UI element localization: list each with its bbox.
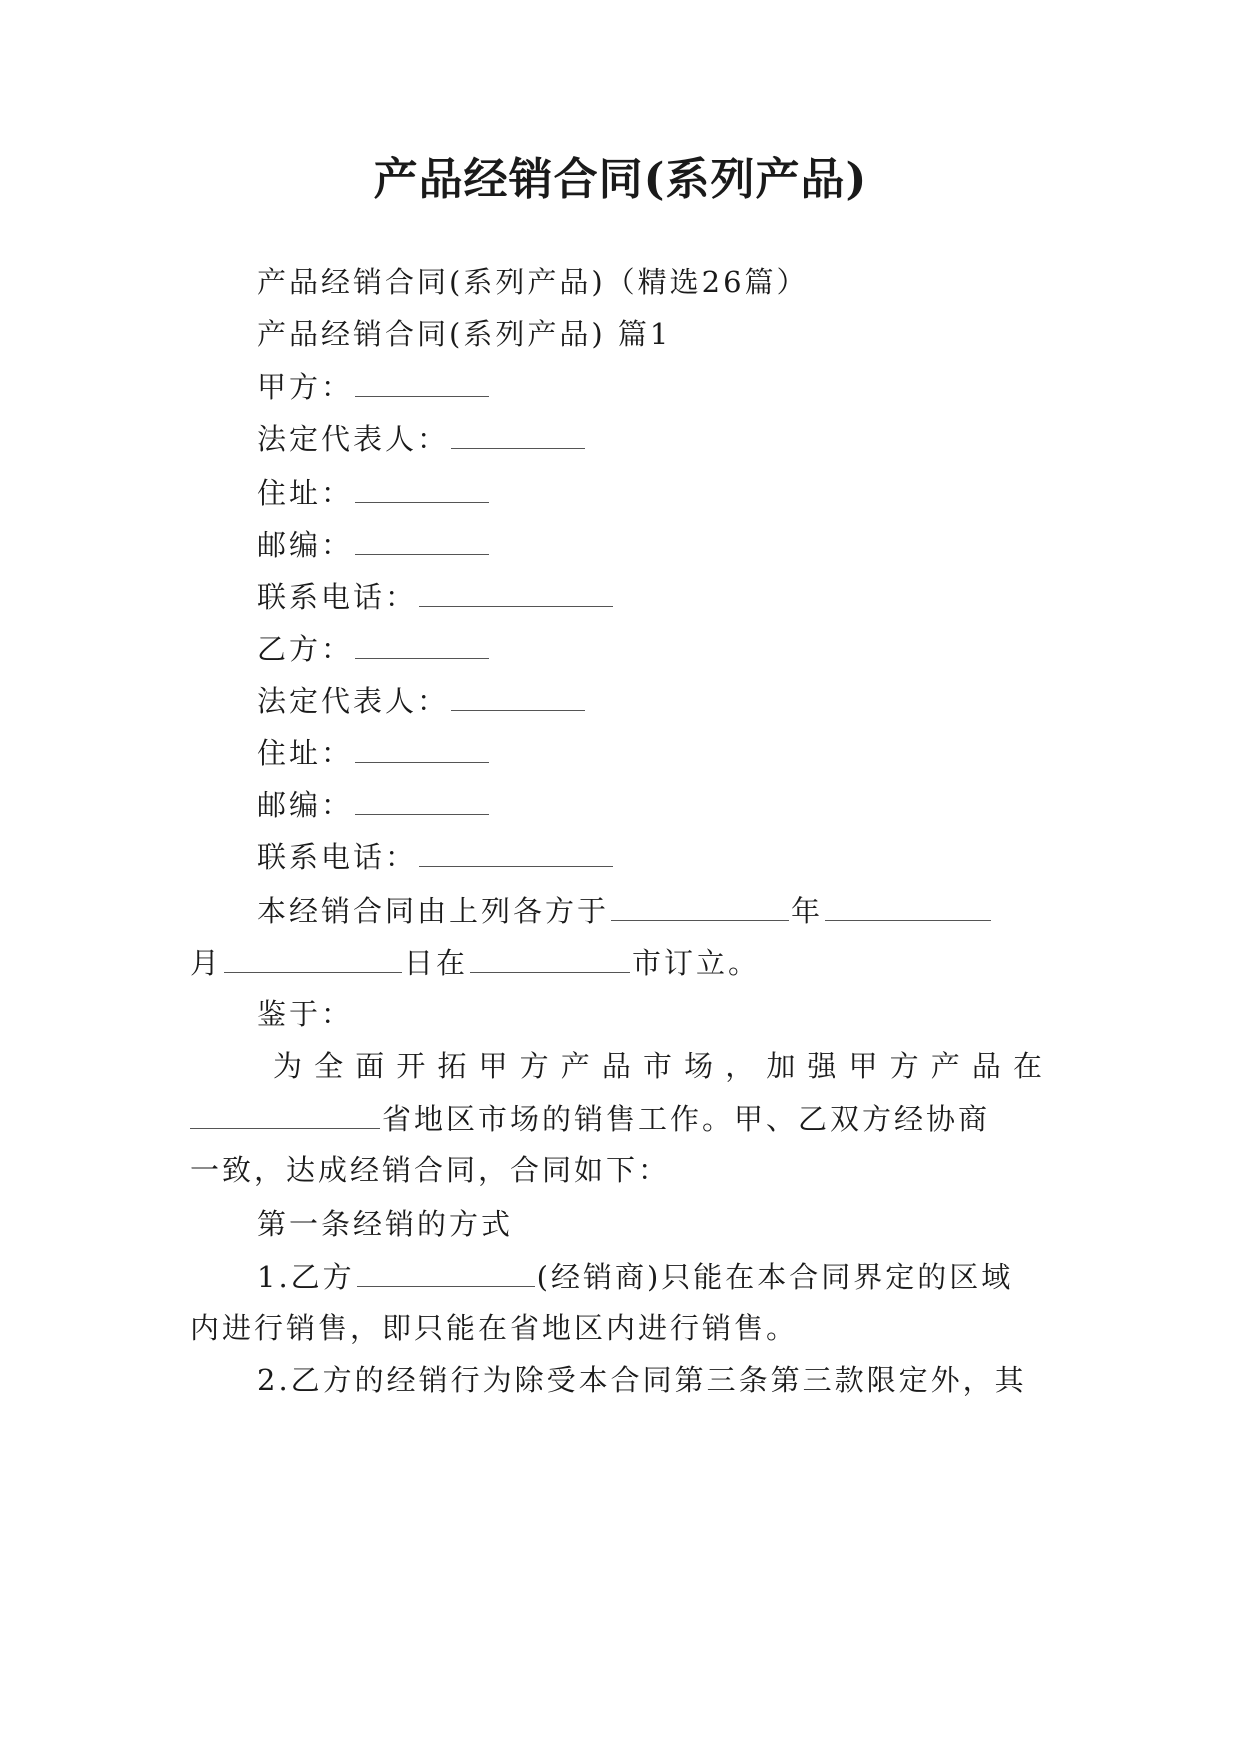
party-b-field — [257, 628, 491, 669]
address-a-blank — [355, 472, 489, 503]
purpose-paragraph-line-1: 为全面开拓甲方产品市场，加强甲方产品在 — [273, 1049, 1044, 1083]
address-a-field — [257, 472, 491, 513]
document-title: 产品经销合同(系列产品) — [373, 154, 868, 205]
item-1-prefix: 1.乙方 — [257, 1260, 355, 1294]
signing-text: 本经销合同由上列各方于 — [257, 894, 610, 928]
phone-a-blank — [419, 576, 613, 607]
day-at-label: 日在 — [404, 946, 469, 980]
city-blank — [470, 942, 630, 973]
month-prefix-blank — [825, 890, 991, 921]
year-blank — [611, 890, 789, 921]
month-label: 月 — [190, 946, 223, 980]
legal-rep-b-field — [257, 680, 587, 721]
party-b-label: 乙方： — [257, 632, 354, 666]
phone-b-blank — [419, 836, 613, 867]
phone-b-field — [257, 836, 615, 877]
signing-date-line — [257, 890, 993, 931]
legal-rep-a-label: 法定代表人： — [257, 422, 450, 456]
article-1-heading: 第一条经销的方式 — [257, 1207, 514, 1241]
item-1-text: (经销商)只能在本合同界定的区域 — [536, 1260, 1014, 1294]
phone-a-label: 联系电话： — [257, 580, 418, 614]
postcode-b-field — [257, 784, 491, 825]
city-label: 市订立。 — [632, 946, 761, 980]
province-blank — [190, 1098, 380, 1129]
address-b-blank — [355, 732, 489, 763]
phone-a-field — [257, 576, 615, 617]
postcode-b-label: 邮编： — [257, 788, 354, 822]
legal-rep-b-blank — [451, 680, 585, 711]
address-a-label: 住址： — [257, 476, 354, 510]
party-a-field — [257, 366, 491, 407]
subtitle-line: 产品经销合同(系列产品)（精选26篇） — [257, 265, 809, 299]
legal-rep-b-label: 法定代表人： — [257, 684, 450, 718]
postcode-a-blank — [355, 524, 489, 555]
postcode-a-field — [257, 524, 491, 565]
party-a-label: 甲方： — [257, 370, 354, 404]
item-1-line-1 — [257, 1256, 1013, 1297]
address-b-field — [257, 732, 491, 773]
item-1-line-2: 内进行销售，即只能在省地区内进行销售。 — [190, 1311, 799, 1345]
purpose-line-2-text: 省地区市场的销售工作。甲、乙双方经协商 — [382, 1102, 991, 1136]
section-heading: 产品经销合同(系列产品) 篇1 — [257, 317, 672, 351]
whereas-label: 鉴于： — [257, 997, 354, 1031]
signing-place-line — [190, 942, 760, 983]
legal-rep-a-blank — [451, 418, 585, 449]
legal-rep-a-field — [257, 418, 587, 459]
party-b-blank — [355, 628, 489, 659]
postcode-b-blank — [355, 784, 489, 815]
party-a-blank — [355, 366, 489, 397]
distributor-blank — [357, 1256, 535, 1287]
year-label: 年 — [791, 894, 824, 928]
phone-b-label: 联系电话： — [257, 840, 418, 874]
item-2-line-1: 2.乙方的经销行为除受本合同第三条第三款限定外，其 — [257, 1363, 1027, 1397]
month-blank — [224, 942, 402, 973]
purpose-paragraph-line-3: 一致，达成经销合同，合同如下： — [190, 1153, 671, 1187]
purpose-paragraph-line-2 — [190, 1098, 990, 1139]
postcode-a-label: 邮编： — [257, 528, 354, 562]
address-b-label: 住址： — [257, 736, 354, 770]
